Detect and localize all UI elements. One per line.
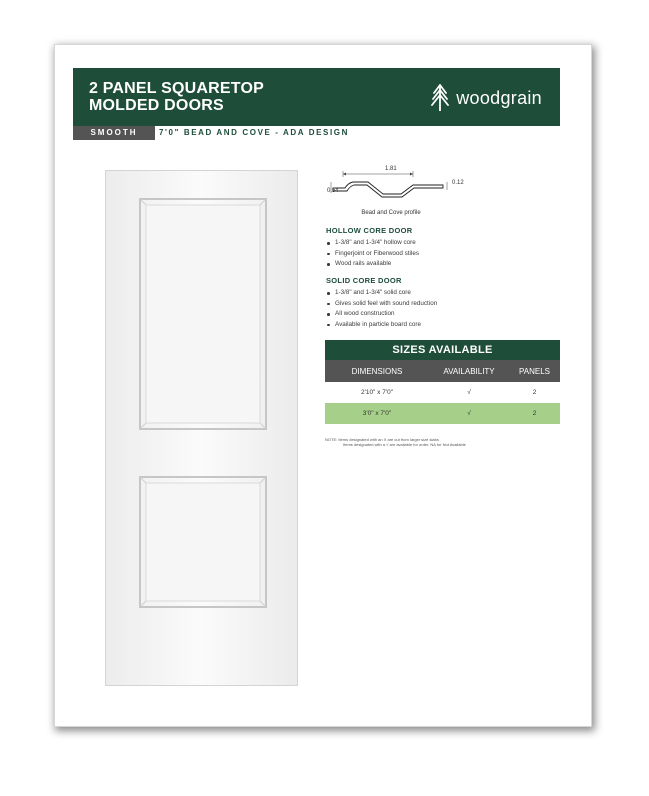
column-header-availability: AVAILABILITY [443,366,495,376]
note-line-2: Items designated with a √ are available for order. NA for Not Available [343,442,466,447]
woodgrain-logo [430,84,542,112]
table-header [325,360,560,382]
table-row [325,382,560,403]
column-header-panels: PANELS [519,366,550,376]
page-title: 2 PANEL SQUARETOP MOLDED DOORS [89,80,264,114]
lower-panel [140,477,266,607]
sizes-title: SIZES AVAILABLE [325,340,560,360]
door-image [105,170,298,686]
cell-panels: 2 [532,389,537,396]
column-header-dimensions: DIMENSIONS [351,366,403,376]
solid-core-section [326,276,566,330]
cell-dimension: 3'0" x 7'0" [362,410,392,417]
solid-core-heading: SOLID CORE DOOR [326,276,402,285]
sizes-table [325,340,560,424]
finish-badge: SMOOTH [73,126,155,140]
profile-caption: Bead and Cove profile [361,210,421,216]
list-item: Fingerjoint or Fiberwood stiles [326,249,566,260]
subheader-bar [73,126,560,140]
profile-depth-dimension: 0.54 [327,188,339,194]
note-line-1: NOTE: Items designated with an X are cut from larger size slabs [325,437,439,442]
profile-step-dimension: 0.12 [452,180,464,186]
table-row [325,403,560,424]
brand-name: woodgrain [456,87,542,108]
list-item: Wood rails available [326,259,566,270]
header-banner [73,68,560,126]
cell-panels: 2 [532,410,537,417]
list-item: All wood construction [326,309,566,320]
cell-availability: √ [467,410,471,417]
hollow-core-section [326,226,566,270]
list-item: 1-3/8" and 1-3/4" hollow core [326,238,566,249]
cell-availability: √ [467,389,471,396]
list-item: Available in particle board core [326,320,566,331]
footnote [325,437,565,447]
hollow-core-heading: HOLLOW CORE DOOR [326,226,413,235]
profile-width-dimension: 1.81 [385,166,397,172]
list-item: 1-3/8" and 1-3/4" solid core [326,288,566,299]
design-subtitle: 7'0" BEAD AND COVE - ADA DESIGN [159,128,349,137]
cell-dimension: 2'10" x 7'0" [360,389,394,396]
upper-panel [140,199,266,429]
list-item: Gives solid feel with sound reduction [326,299,566,310]
tree-logo-icon [430,84,450,112]
